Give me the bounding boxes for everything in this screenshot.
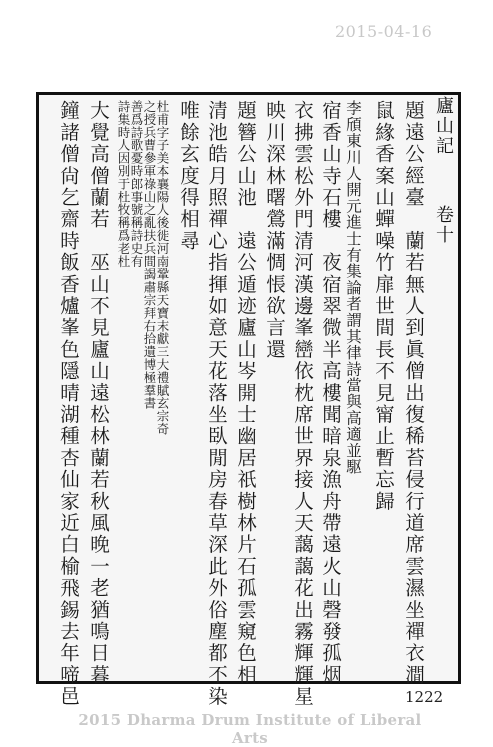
header-book-mark: 廬山記 [433,96,454,156]
footer-copyright: 2015 Dharma Drum Institute of Liberal Arts [78,711,422,747]
text-column-4: 宿香山寺石樓 夜宿翠微半高樓聞暗泉漁舟帶遠火山磬發孤烟 [319,100,342,686]
annotation-line-1b: 之授兵曹參軍祿山之亂扶兵間謁肅宗拜右拾遺博極羣書 [142,100,157,410]
text-column-12: 大覺高僧蘭若 巫山不見廬山遠松林蘭若秋風晚一老猶鳴日暮 [87,100,110,686]
watermark-date: 2015-04-16 [335,22,433,41]
annotation-line-1a: 杜甫字子美本襄陽人後徙河南鞏縣天寶末獻三大禮賦玄宗奇 [155,100,170,436]
text-column-2: 鼠緣香案山蟬噪竹扉世間長不見甯止暫忘歸 [372,100,395,513]
annotation-column-pair-1 [142,100,170,678]
text-column-8: 清池皓月照禪心指揮如意天花落坐臥閒房春草深此外俗塵都不染 [205,100,228,708]
header-volume-mark: 卷十 [433,205,454,245]
page-number: 1222 [405,688,444,706]
annotation-column-pair-2 [116,100,144,678]
text-column-5: 衣拂雲松外門清河漢邊峯巒依枕席世界接人天藹藹花出霧輝輝星 [291,100,314,708]
text-column-1: 題遠公經臺 蘭若無人到眞僧出復稀苔侵行道席雲濕坐禪衣澗 [402,100,425,686]
text-column-3: 李頎東川人開元進士有集論者謂其律詩當與高適並駆 [344,100,362,475]
text-column-13: 鐘諸僧尙乞齋時飯香爐峯色隱晴湖種杏仙家近白榆飛錫去年啼邑 [57,100,80,708]
text-column-6: 映川深林曙鶯滿惆悵欲言還 [263,100,286,361]
annotation-line-2a: 善爲詩歌憂時郎事號稱詩史有 [129,100,144,268]
text-column-7: 題簪公山池 遠公遁迹廬山岑開士幽居祇樹林片石孤雲窺色相 [234,100,257,686]
annotation-line-2b: 詩集時人因別于杜牧稱爲老杜 [116,100,131,268]
text-column-9: 唯餘玄度得相尋 [177,100,200,252]
